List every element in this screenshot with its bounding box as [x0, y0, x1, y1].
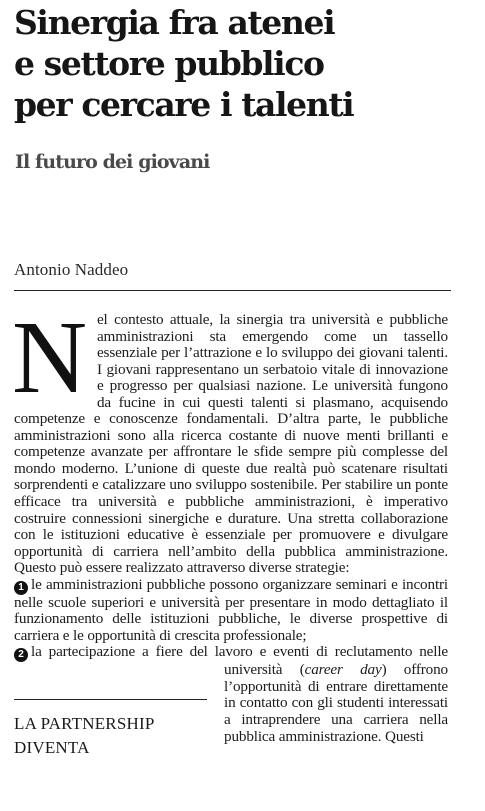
sidebar-title-line-1: LA PARTNERSHIP [14, 714, 155, 734]
author-byline: Antonio Naddeo [14, 260, 129, 279]
bullet-2-text: la partecipazione a fiere del lavoro e eventi di reclutamento nelle università ( [31, 643, 448, 679]
sidebar-divider [14, 699, 207, 700]
dropcap: N [12, 300, 87, 415]
bullet-number-1: 1 [14, 581, 28, 595]
bullet-2-italic: career day [304, 661, 382, 679]
bullet-number-2: 2 [14, 648, 28, 662]
headline [14, 2, 474, 125]
article-paragraph: el contesto attuale, la sinergia tra università e pubbliche amministrazioni sta emergendo come un tassello essenziale per l’attrazione e lo sviluppo dei giovani talenti. I giovani rappresentano un serbatoio vitale di innovazione e progresso per qualsiasi nazione. Le università fungono da fucine in cui questi talenti si plasmano, acquisendo competenze e conoscenze fondamentali. D’altra parte, le pubbliche amministrazioni sono alla ricerca costante di nuove menti brillanti e competenze avanzate per affrontare le sfide sempre più complesse del mondo moderno. L’unione di queste due realtà può scatenare risultati sorprendenti e catalizzare uno sviluppo sostenibile. Per stabilire un ponte efficace tra università e pubbliche amministrazioni, è imperativo costruire connessioni sinergiche e durature. Una stretta collaborazione con le istituzioni educative è essenziale per promuovere e divulgare opportunità di carriera nell’ambito della pubblica amministrazione. Questo può essere realizzato attraverso diverse strategie: [14, 311, 448, 577]
article-body [12, 300, 448, 782]
bullet-2-text-cont: ) offrono l’opportunità di entrare direttamente in contatto con gli studenti interessati a intraprendere una carriera nella pubblica amministrazione. Questi [224, 661, 448, 745]
bullet-1-text: le amministrazioni pubbliche possono organizzare seminari e incontri nelle scuole superiori e università per presentare in modo dettagliato il funzionamento delle istituzioni pubbliche, le diverse prospettive di carriera e le opportunità di crescita professionale; [14, 575, 448, 644]
sidebar-box [14, 662, 220, 782]
headline-line-2: e settore pubblico [14, 44, 324, 83]
headline-line-3: per cercare i talenti [14, 85, 354, 124]
sidebar-title [14, 712, 214, 760]
headline-line-1: Sinergia fra atenei [14, 3, 335, 42]
subheadline: Il futuro dei giovani [15, 151, 210, 173]
sidebar-title-line-2: DIVENTA [14, 738, 90, 758]
byline-divider [14, 290, 451, 291]
